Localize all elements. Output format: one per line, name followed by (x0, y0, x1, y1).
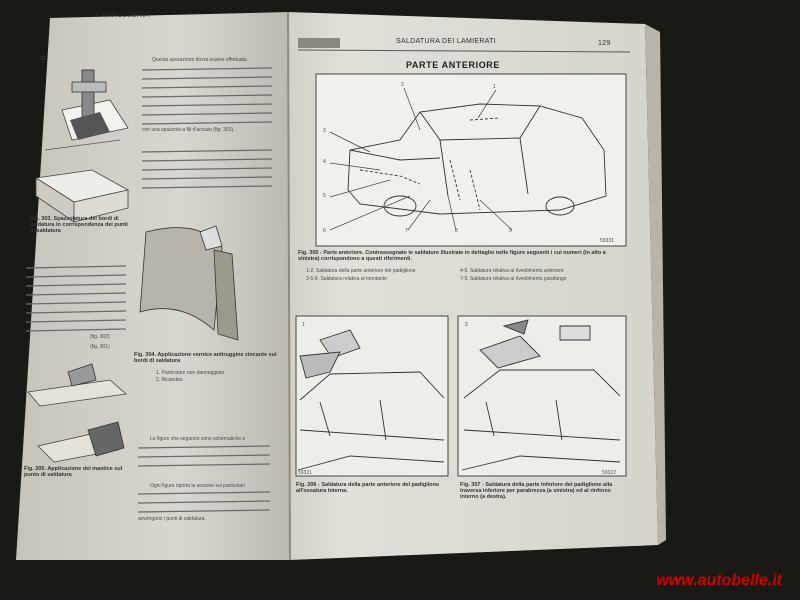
fig305-ref-3: 4-6. Saldatura relativa al rivestimento anteriore (460, 268, 564, 274)
left-body-fig302-ref: (fig. 302) (90, 334, 110, 340)
code-label-overview: 59331 (600, 238, 614, 244)
fig306-frame (296, 316, 448, 476)
right-page-header: SALDATURA DEI LAMIERATI (396, 38, 496, 45)
fig304-item-1: 1. Particolare non danneggiato. (156, 370, 226, 376)
callout-2: 2 (401, 82, 404, 88)
left-body-fig301-ref: (fig. 301) (90, 344, 110, 350)
code-label-fig306: 59321 (298, 470, 312, 476)
callout-3: 3 (323, 128, 326, 134)
fig305-ref-2: 3-5-8. Saldatura relativa al montante (306, 276, 387, 282)
callout-8: 8 (455, 228, 458, 234)
left-body-lower-1: Le figure che seguono sono schematiche e (150, 436, 246, 442)
left-caption-fig303: Fig. 303. Spazzolatura dei bordi di saldatura in corrispondenza dei punti di saldatura (30, 216, 128, 234)
left-body-fig303-ref: con una spazzola a fili d'acciaio (fig. 303). (142, 127, 235, 133)
left-body-last: avvengono i punti di saldatura. (138, 516, 206, 522)
fig304-item-2: 2. Ricambio. (156, 377, 184, 383)
fig306-caption: Fig. 306 - Saldatura della parte anteriore del padiglione all'ossatura interna. (296, 482, 440, 494)
fig305-caption: Fig. 305 - Parte anteriore. Contrassegnate le saldature illustrate in dettaglio nelle figure seguenti i cui numeri (in alto a sinistra) corrispondono a questi riferimenti. (298, 250, 606, 262)
fig305-ref-1: 1-2. Saldatura della parte anteriore del padiglione (306, 268, 416, 274)
left-caption-fig304: Fig. 304. Applicazione vernice antiruggine zincante sui bordi di saldatura (134, 352, 277, 364)
left-page-header: CARROZZERIA (96, 12, 150, 19)
panel-label-1: 1 (302, 322, 305, 328)
right-header-logo (298, 38, 340, 48)
left-page-number: 12 (40, 56, 46, 62)
car-overview-frame (316, 74, 626, 246)
code-label-fig307: 59322 (602, 470, 616, 476)
panel-label-2: 2 (465, 322, 468, 328)
section-title: PARTE ANTERIORE (406, 60, 501, 70)
fig305-ref-4: 7-9. Saldatura relativa al rivestimento parafango (460, 276, 567, 282)
callout-5: 5 (323, 193, 326, 199)
fig307-frame (458, 316, 626, 476)
left-body-intro: Questa operazione dovrà essere effettuata (152, 57, 247, 63)
callout-6: 6 (323, 228, 326, 234)
fig307-caption: Fig. 307 - Saldatura della parte inferiore del padiglione alla traversa inferiore per parabrezza (a sinistra) ed al rinforzo interno (a destra). (460, 482, 613, 500)
watermark-text: www.autobelle.it (656, 572, 782, 589)
left-caption-fig305: Fig. 305. Applicazione del mastice sul punto di saldatura (24, 466, 123, 478)
left-body-lower-2: Ogni figura riporta la sezione sui particolari (150, 483, 245, 489)
callout-9: 9 (509, 228, 512, 234)
right-page-number: 129 (598, 40, 611, 47)
callout-1: 1 (493, 84, 496, 90)
callout-4: 4 (323, 159, 326, 165)
callout-7: 7 (405, 228, 408, 234)
